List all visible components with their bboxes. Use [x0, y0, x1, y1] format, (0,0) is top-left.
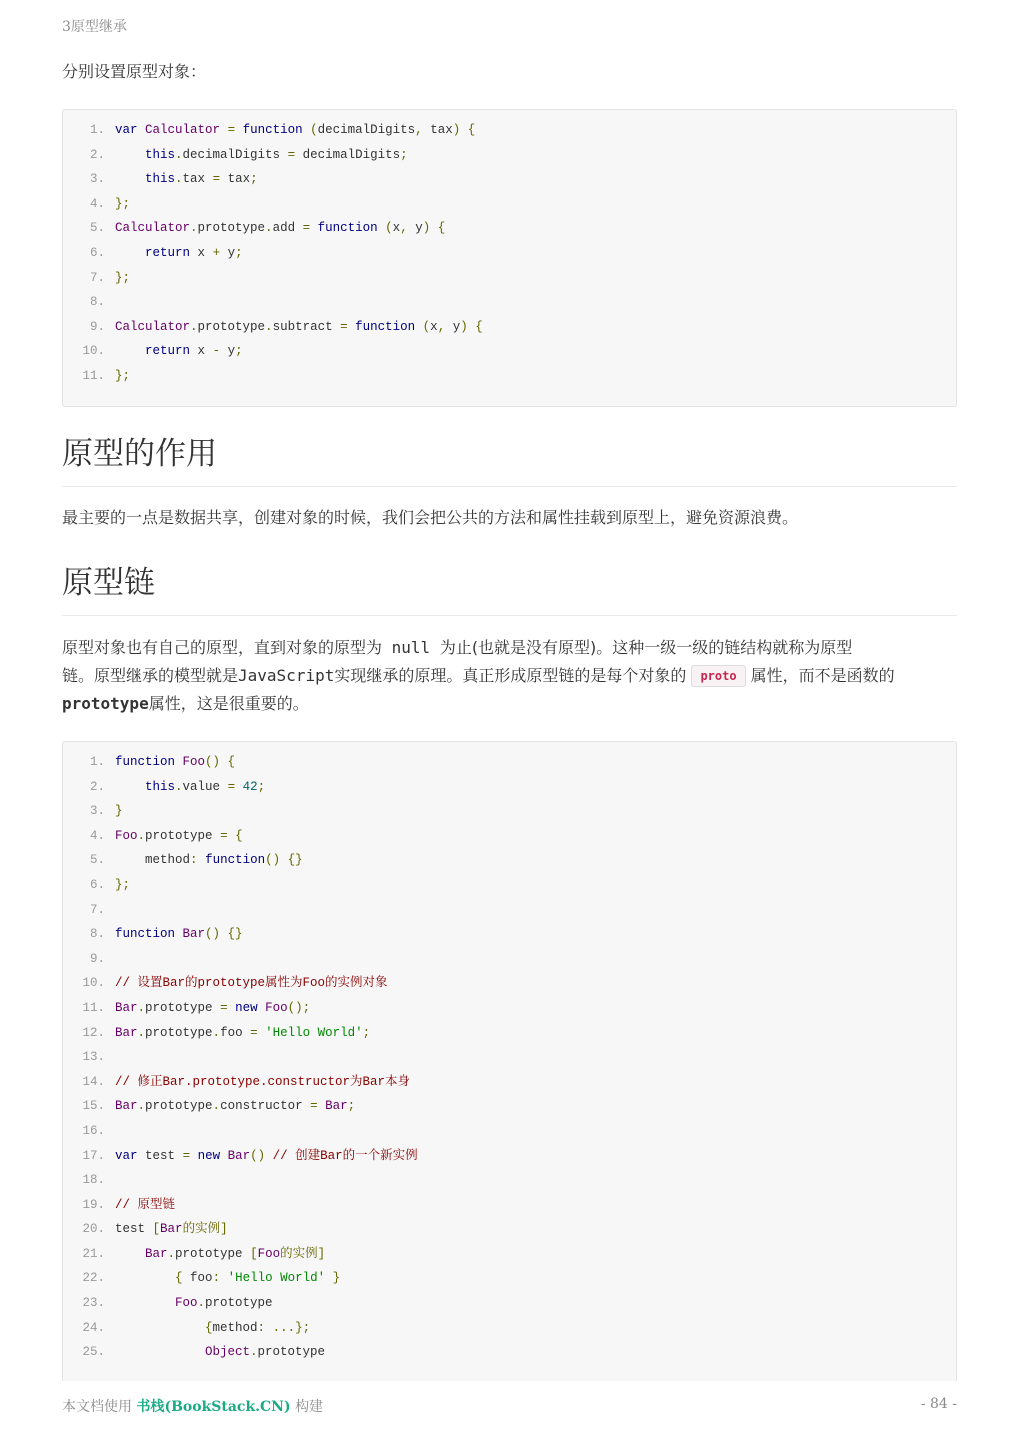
code-line: 3. this.tax = tax; [89, 172, 258, 187]
code-line: 1. var Calculator = function (decimalDigits, tax) { [89, 123, 476, 137]
code-line: 15. Bar.prototype.constructor = Bar; [82, 1099, 356, 1114]
code-line: 11. }; [82, 368, 131, 383]
code-line: 9. Calculator.prototype.subtract = function (x, y) { [89, 319, 483, 334]
code-line: 7. }; [89, 270, 131, 285]
section2-paragraph: 原型对象也有自己的原型，直到对象的原型为 null 为止(也就是没有原型)。这种一级一级的链结构就称为原型 链。原型继承的模型就是JavaScript实现继承的原理。真正形成原型链的是每个对象的 proto 属性，而不是函数的 prototype属性，这是很重要的。 [62, 638, 895, 713]
code-line: 14. // 修正Bar.prototype.constructor为Bar本身 [82, 1074, 411, 1089]
code-line: 10. // 设置Bar的prototype属性为Foo的实例对象 [82, 976, 388, 991]
footer-site-link[interactable]: 书栈(BookStack.CN) [136, 1399, 291, 1415]
code-line: 3. } [89, 804, 123, 819]
code-line: 23. Foo.prototype [82, 1296, 273, 1311]
code-line: 13. [82, 1050, 105, 1065]
code-line: 24. {method: ...}; [82, 1320, 311, 1335]
code-line: 1. function Foo() { [89, 755, 236, 769]
code-line: 17. var test = new Bar() // 创建Bar的一个新实例 [82, 1148, 418, 1163]
code-line: 19. // 原型链 [82, 1197, 176, 1212]
code-line: 20. test [Bar的实例] [82, 1222, 228, 1237]
code-line: 22. { foo: 'Hello World' } [82, 1271, 341, 1286]
code-line: 11. Bar.prototype = new Foo(); [82, 1000, 311, 1015]
code-line: 6. return x + y; [89, 245, 243, 260]
section-heading-prototype-chain: 原型链 [62, 563, 957, 616]
code-line: 9. [89, 951, 105, 966]
code-line: 16. [82, 1123, 105, 1138]
section1-paragraph: 最主要的一点是数据共享，创建对象的时候，我们会把公共的方法和属性挂载到原型上，避免资源浪费。 [62, 508, 799, 527]
code-line: 25. Object.prototype [82, 1345, 326, 1360]
code-line: 4. }; [89, 196, 131, 211]
code-block-calculator [62, 109, 957, 407]
footer-credit: 本文档使用 书栈(BookStack.CN) 构建 [62, 1399, 324, 1415]
section-heading-prototype-purpose: 原型的作用 [62, 434, 957, 487]
inline-code-proto: proto [691, 665, 745, 687]
code-line: 7. [89, 902, 105, 917]
code-line: 5. method: function() {} [89, 853, 303, 868]
code-line: 12. Bar.prototype.foo = 'Hello World'; [82, 1025, 371, 1040]
code-line: 4. Foo.prototype = { [89, 828, 243, 843]
code-line: 5. Calculator.prototype.add = function (x, y) { [89, 221, 446, 236]
intro-paragraph: 分别设置原型对象： [62, 62, 207, 81]
code-line: 2. this.decimalDigits = decimalDigits; [89, 147, 408, 162]
code-line: 2. this.value = 42; [89, 779, 266, 794]
running-header: 3原型继承 [62, 19, 127, 35]
code-line: 10. return x - y; [82, 344, 243, 359]
code-block-prototype-chain [62, 741, 957, 1381]
code-line: 18. [82, 1173, 105, 1188]
page-number: - 84 - [920, 1396, 957, 1412]
code-line: 6. }; [89, 877, 131, 892]
code-line: 8. function Bar() {} [89, 927, 243, 942]
code-line: 21. Bar.prototype [Foo的实例] [82, 1246, 326, 1261]
code-line: 8. [89, 295, 105, 310]
